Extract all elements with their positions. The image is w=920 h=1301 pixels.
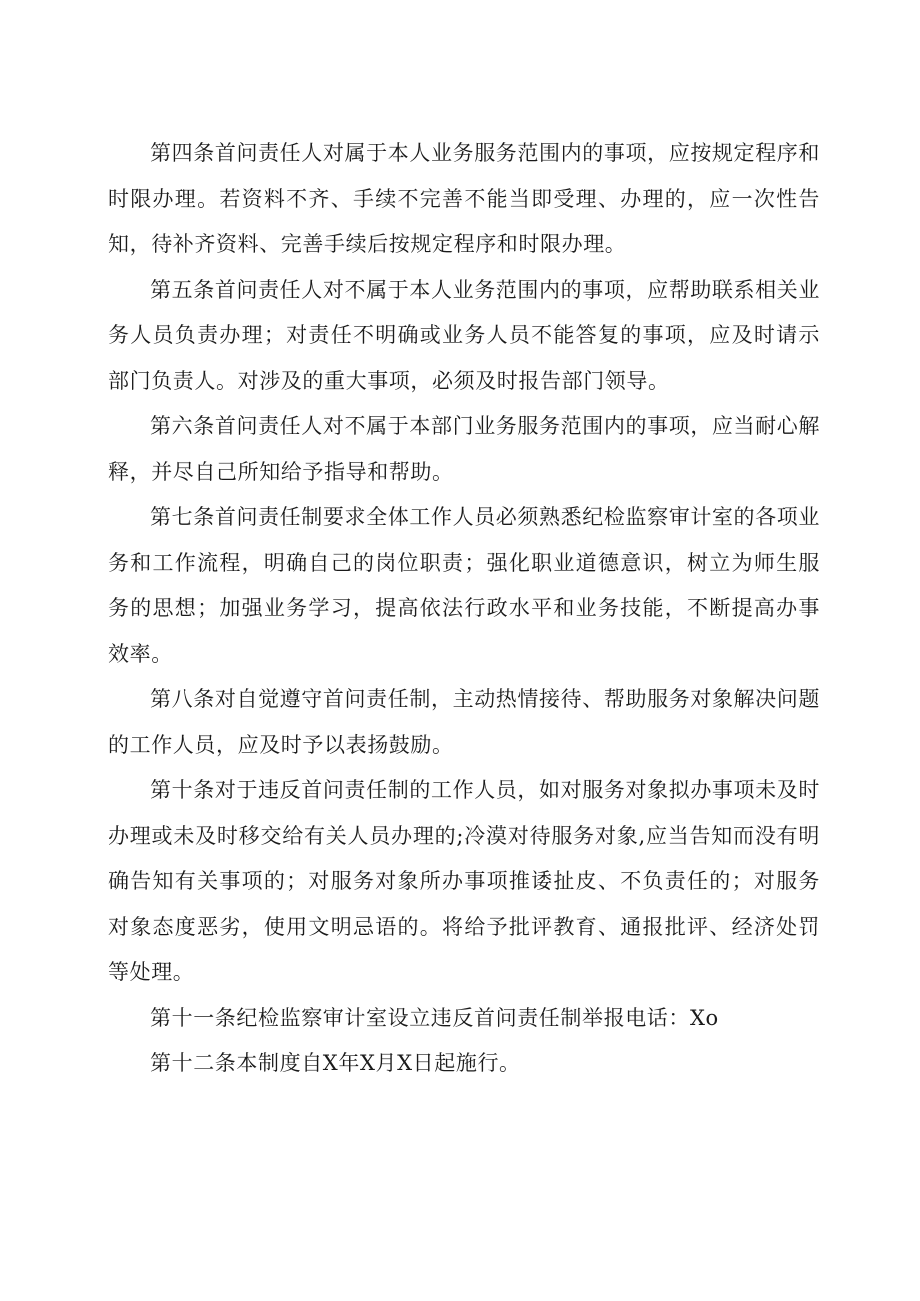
article-8-paragraph: 第八条对自觉遵守首问责任制，主动热情接待、帮助服务对象解决问题的工作人员，应及时予以表扬鼓励。 xyxy=(108,687,820,757)
document-body xyxy=(108,131,820,1087)
article-7-paragraph: 第七条首问责任制要求全体工作人员必须熟悉纪检监察审计室的各项业务和工作流程，明确自己的岗位职责；强化职业道德意识，树立为师生服务的思想；加强业务学习，提高依法行政水平和业务技能，不断提高办事效率。 xyxy=(108,505,820,666)
article-5-paragraph: 第五条首问责任人对不属于本人业务范围内的事项，应帮助联系相关业务人员负责办理；对责任不明确或业务人员不能答复的事项，应及时请示部门负责人。对涉及的重大事项，必须及时报告部门领导。 xyxy=(108,277,820,393)
article-4-paragraph: 第四条首问责任人对属于本人业务服务范围内的事项，应按规定程序和时限办理。若资料不齐、手续不完善不能当即受理、办理的，应一次性告知，待补齐资料、完善手续后按规定程序和时限办理。 xyxy=(108,141,820,256)
article-11-paragraph: 第十一条纪检监察审计室设立违反首问责任制举报电话：Xo xyxy=(150,1005,719,1030)
article-6-paragraph: 第六条首问责任人对不属于本部门业务服务范围内的事项，应当耐心解释，并尽自己所知给予指导和帮助。 xyxy=(108,414,820,484)
article-12-paragraph: 第十二条本制度自X年X月X日起施行。 xyxy=(150,1051,521,1075)
article-10-paragraph: 第十条对于违反首问责任制的工作人员，如对服务对象拟办事项未及时办理或未及时移交给有关人员办理的;冷漠对待服务对象,应当告知而没有明确告知有关事项的；对服务对象所办事项推诿扯皮、不负责任的；对服务对象态度恶劣，使用文明忌语的。将给予批评教育、通报批评、经济处罚等处理。 xyxy=(108,778,820,984)
